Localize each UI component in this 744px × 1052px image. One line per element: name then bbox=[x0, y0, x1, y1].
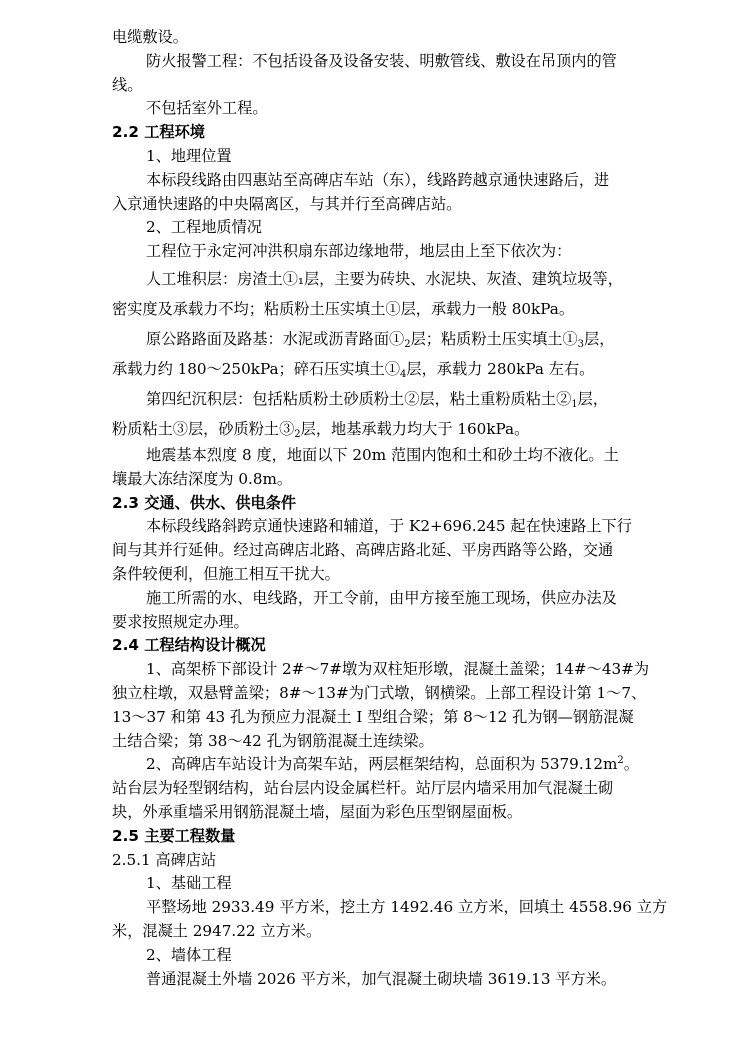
paragraph-line: 独立柱墩，双悬臂盖梁；8#～13#为门式墩，钢横梁。上部工程设计第 1～7、 bbox=[112, 683, 647, 702]
subscript: 1 bbox=[571, 398, 578, 410]
subheading: 1、地理位置 bbox=[146, 146, 232, 165]
text-run: 层，承载力 280kPa 左右。 bbox=[406, 359, 595, 378]
subscript: 3 bbox=[577, 338, 584, 350]
subheading: 2、墙体工程 bbox=[146, 945, 232, 964]
paragraph-line: 本标段线路由四惠站至高碑店车站（东），线路跨越京通快速路后，进 bbox=[146, 170, 610, 189]
paragraph-line: 地震基本烈度 8 度，地面以下 20m 范围内饱和土和砂土均不液化。土 bbox=[146, 445, 619, 464]
paragraph-line bbox=[112, 753, 692, 777]
text-run: 第四纪沉积层：包括粘质粉土砂质粉土②层，粘土重粉质粘土② bbox=[146, 389, 572, 408]
text-run: 粉质粘土③层，砂质粉土③ bbox=[112, 419, 295, 438]
subheading: 2、工程地质情况 bbox=[146, 218, 262, 237]
paragraph-line: 施工所需的水、电线路，开工令前，由甲方接至施工现场，供应办法及 bbox=[146, 588, 617, 607]
paragraph-line bbox=[112, 354, 692, 384]
subscript: 2 bbox=[404, 338, 411, 350]
paragraph-line: 入京通快速路的中央隔离区，与其并行至高碑店站。 bbox=[112, 194, 462, 213]
paragraph-line: 电缆敷设。 bbox=[112, 28, 188, 46]
paragraph-line: 块，外承重墙采用钢筋混凝土墙，屋面为彩色压型钢屋面板。 bbox=[112, 802, 523, 821]
subscript: 4 bbox=[400, 368, 407, 380]
text-run: 原公路路面及路基：水泥或沥青路面① bbox=[146, 329, 405, 348]
paragraph-line: 不包括室外工程。 bbox=[146, 99, 268, 118]
paragraph-line: 工程位于永定河冲洪积扇东部边缘地带，地层由上至下依次为： bbox=[146, 242, 572, 261]
paragraph-line: 平整场地 2933.49 平方米，挖土方 1492.46 立方米，回填土 4558.96 立方 bbox=[146, 898, 668, 917]
paragraph-line: 防火报警工程：不包括设备及设备安装、明敷管线、敷设在吊顶内的管 bbox=[146, 51, 617, 70]
paragraph-line: 密实度及承载力不均；粘质粉土压实填土①层，承载力一般 80kPa。 bbox=[112, 299, 575, 318]
subscript: 2 bbox=[294, 428, 301, 440]
paragraph-line bbox=[112, 384, 692, 414]
paragraph-line: 条件较便利，但施工相互干扰大。 bbox=[112, 564, 340, 583]
paragraph-line: 土结合梁；第 38～42 孔为钢筋混凝土连续梁。 bbox=[112, 731, 434, 750]
paragraph-line: 普通混凝土外墙 2026 平方米，加气混凝土砌块墙 3619.13 平方米。 bbox=[146, 969, 617, 988]
subsection-heading: 2.5.1 高碑店站 bbox=[112, 850, 217, 869]
text-run: 层；粘质粉土压实填土① bbox=[410, 329, 578, 348]
text-run: 2、高碑店车站设计为高架车站，两层框架结构，总面积为 5379.12m bbox=[146, 755, 618, 774]
text-run: 。 bbox=[623, 755, 639, 774]
superscript: 2 bbox=[617, 755, 624, 767]
text-run: 层， bbox=[584, 329, 615, 348]
text-run: 层， bbox=[577, 389, 608, 408]
paragraph-line: 要求按照规定办理。 bbox=[112, 612, 249, 631]
text-run: 层，地基承载力均大于 160kPa。 bbox=[300, 419, 530, 438]
paragraph-line: 人工堆积层：房渣土①₁层，主要为砖块、水泥块、灰渣、建筑垃圾等， bbox=[146, 269, 623, 288]
paragraph-line bbox=[112, 324, 692, 354]
section-heading-2-5: 2.5 主要工程数量 bbox=[112, 826, 236, 845]
subheading: 1、基础工程 bbox=[146, 874, 232, 893]
paragraph-line: 站台层为轻型钢结构，站台层内设金属栏杆。站厅层内墙采用加气混凝土砌 bbox=[112, 779, 614, 798]
section-heading-2-4: 2.4 工程结构设计概况 bbox=[112, 636, 266, 655]
paragraph-line: 1、高架桥下部设计 2#～7#墩为双柱矩形墩，混凝土盖梁；14#～43#为 bbox=[146, 660, 650, 679]
document-page bbox=[112, 26, 692, 991]
paragraph-line: 13～37 和第 43 孔为预应力混凝土 I 型组合梁；第 8～12 孔为钢—钢筋混凝 bbox=[112, 707, 634, 726]
text-run: 承载力约 180～250kPa；碎石压实填土① bbox=[112, 359, 401, 378]
paragraph-line: 壤最大冻结深度为 0.8m。 bbox=[112, 469, 293, 488]
paragraph-line bbox=[112, 414, 692, 444]
paragraph-line: 本标段线路斜跨京通快速路和辅道，于 K2+696.245 起在快速路上下行 bbox=[146, 517, 632, 536]
section-heading-2-3: 2.3 交通、供水、供电条件 bbox=[112, 493, 297, 512]
paragraph-line: 间与其并行延伸。经过高碑店北路、高碑店路北延、平房西路等公路，交通 bbox=[112, 541, 614, 560]
section-heading-2-2: 2.2 工程环境 bbox=[112, 123, 205, 142]
paragraph-line: 米，混凝土 2947.22 立方米。 bbox=[112, 921, 322, 940]
paragraph-line: 线。 bbox=[112, 75, 143, 94]
